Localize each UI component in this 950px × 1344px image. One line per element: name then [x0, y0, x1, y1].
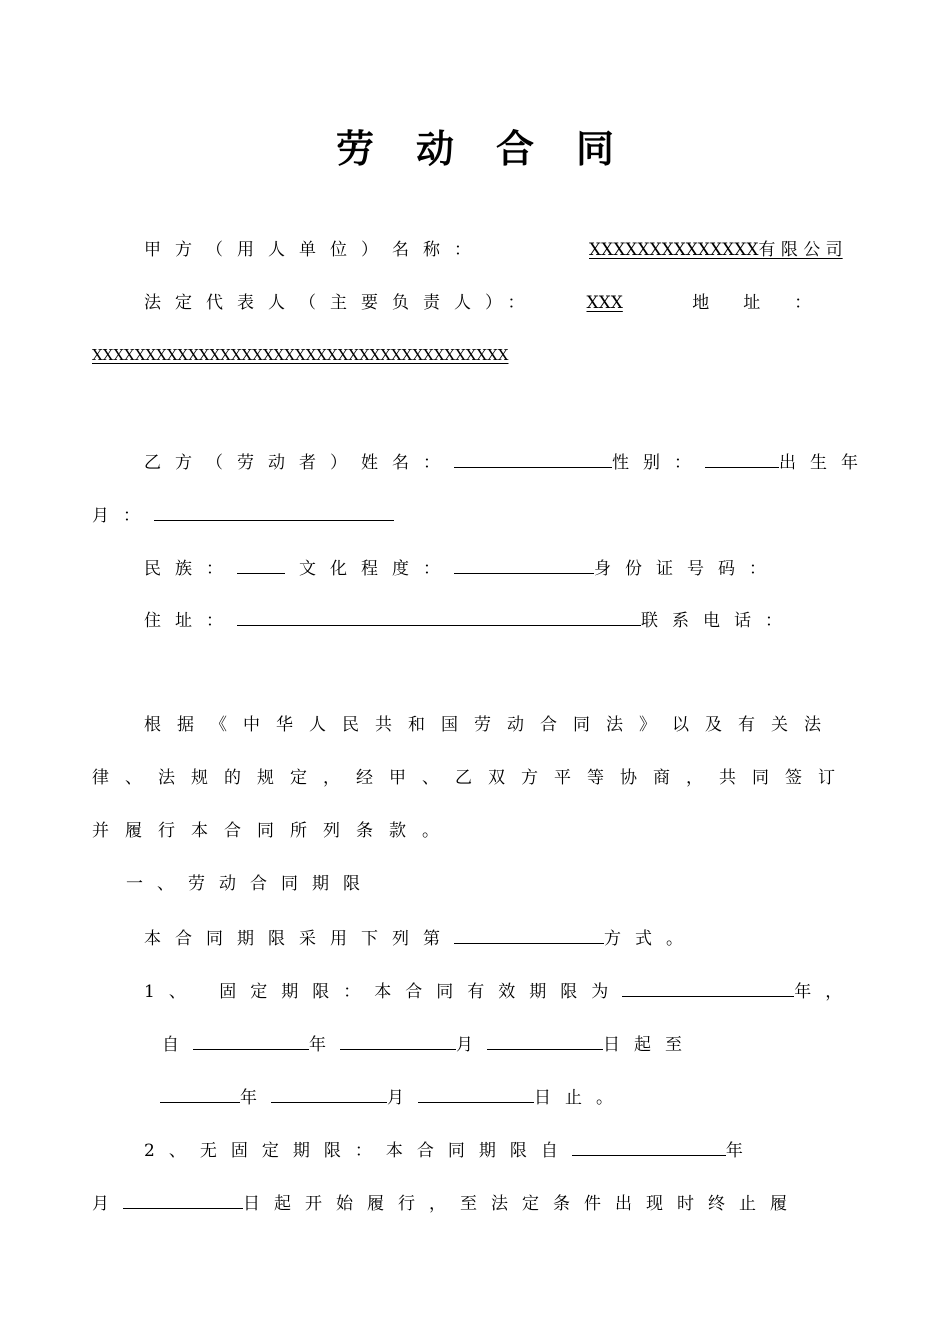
start-day-unit: 日起至 [603, 1035, 696, 1055]
start-from-label: 自 [162, 1035, 193, 1055]
start-year-unit: 年 [309, 1035, 340, 1055]
party-a-name-value: XXXXXXXXXXXXXX有 限 公 司 [589, 240, 843, 260]
party-b-address-label: 住址： [144, 611, 237, 631]
start-year-blank[interactable] [193, 1031, 309, 1050]
party-b-ethnicity-row [144, 555, 780, 581]
party-b-education-label: 文化程度： [299, 559, 454, 579]
party-b-gender-label: 性别： [612, 453, 705, 473]
open-term-year-blank[interactable] [572, 1137, 726, 1156]
party-a-rep-value: XXX [586, 293, 623, 313]
party-b-birth-row [92, 502, 394, 528]
open-term-month-unit: 月 [92, 1194, 123, 1214]
party-b-ethnicity-label: 民族： [144, 559, 237, 579]
open-term-row [144, 1137, 757, 1163]
fixed-term-years-blank[interactable] [622, 978, 794, 997]
section-1-heading: 一、劳动合同期限 [126, 874, 374, 894]
party-b-birth-label-cont: 月： [92, 506, 154, 526]
party-a-address-value: XXXXXXXXXXXXXXXXXXXXXXXXXXXXXXXXXXXXXXX [92, 346, 509, 364]
end-month-unit: 月 [387, 1088, 418, 1108]
open-term-continuation: 日起开始履行，至法定条件出现时终止履 [243, 1194, 801, 1214]
term-choice-suffix: 方式。 [604, 929, 697, 949]
party-a-rep-row [144, 291, 845, 315]
end-day-blank[interactable] [418, 1084, 534, 1103]
party-b-address-blank[interactable] [237, 607, 641, 626]
fixed-term-comma: ， [825, 982, 857, 1002]
party-b-ethnicity-blank[interactable] [237, 555, 285, 574]
fixed-term-start-row [162, 1031, 696, 1057]
fixed-term-label: 1、 固定期限：本合同有效期限为 [144, 982, 623, 1002]
party-b-birth-blank[interactable] [154, 502, 394, 521]
end-day-unit: 日止。 [534, 1088, 627, 1108]
open-term-year-unit: 年 [725, 1141, 757, 1161]
party-b-birth-label: 出生年 [779, 453, 872, 473]
party-b-name-label: 乙方（劳动者）姓名： [144, 453, 454, 473]
party-b-address-row [144, 607, 796, 633]
preamble-line-2: 律、法规的规定，经甲、乙双方平等协商，共同签订 [92, 768, 851, 788]
term-choice-row [144, 925, 697, 951]
party-b-gender-blank[interactable] [705, 449, 779, 468]
open-term-row-2 [92, 1190, 801, 1216]
document-title: 劳动合同 [335, 126, 656, 171]
open-term-day-blank[interactable] [123, 1190, 243, 1209]
party-b-name-blank[interactable] [454, 449, 612, 468]
start-month-blank[interactable] [340, 1031, 456, 1050]
party-b-id-label: 身份证号码： [594, 559, 780, 579]
fixed-term-end-row [160, 1084, 627, 1110]
preamble-line-3: 并履行本合同所列条款。 [92, 821, 455, 841]
end-year-unit: 年 [240, 1088, 271, 1108]
start-day-blank[interactable] [487, 1031, 603, 1050]
party-b-name-row [144, 449, 872, 475]
term-choice-blank[interactable] [454, 925, 604, 944]
party-a-rep-label: 法定代表人（主要负责人）： [144, 293, 539, 313]
party-a-name-label: 甲方（用人单位）名称： [144, 240, 485, 260]
fixed-term-row [144, 978, 856, 1004]
party-b-phone-label: 联系电话： [641, 611, 796, 631]
party-a-address-label: 地址： [692, 293, 846, 313]
start-month-unit: 月 [456, 1035, 487, 1055]
open-term-label: 2、无固定期限：本合同期限自 [144, 1141, 572, 1161]
fixed-term-year-unit: 年 [794, 982, 826, 1002]
end-year-blank[interactable] [160, 1084, 240, 1103]
end-month-blank[interactable] [271, 1084, 387, 1103]
party-a-name-row [144, 238, 857, 262]
party-b-education-blank[interactable] [454, 555, 594, 574]
term-choice-label: 本合同期限采用下列第 [144, 929, 454, 949]
preamble-line-1: 根据《中华人民共和国劳动合同法》以及有关法 [144, 715, 837, 735]
